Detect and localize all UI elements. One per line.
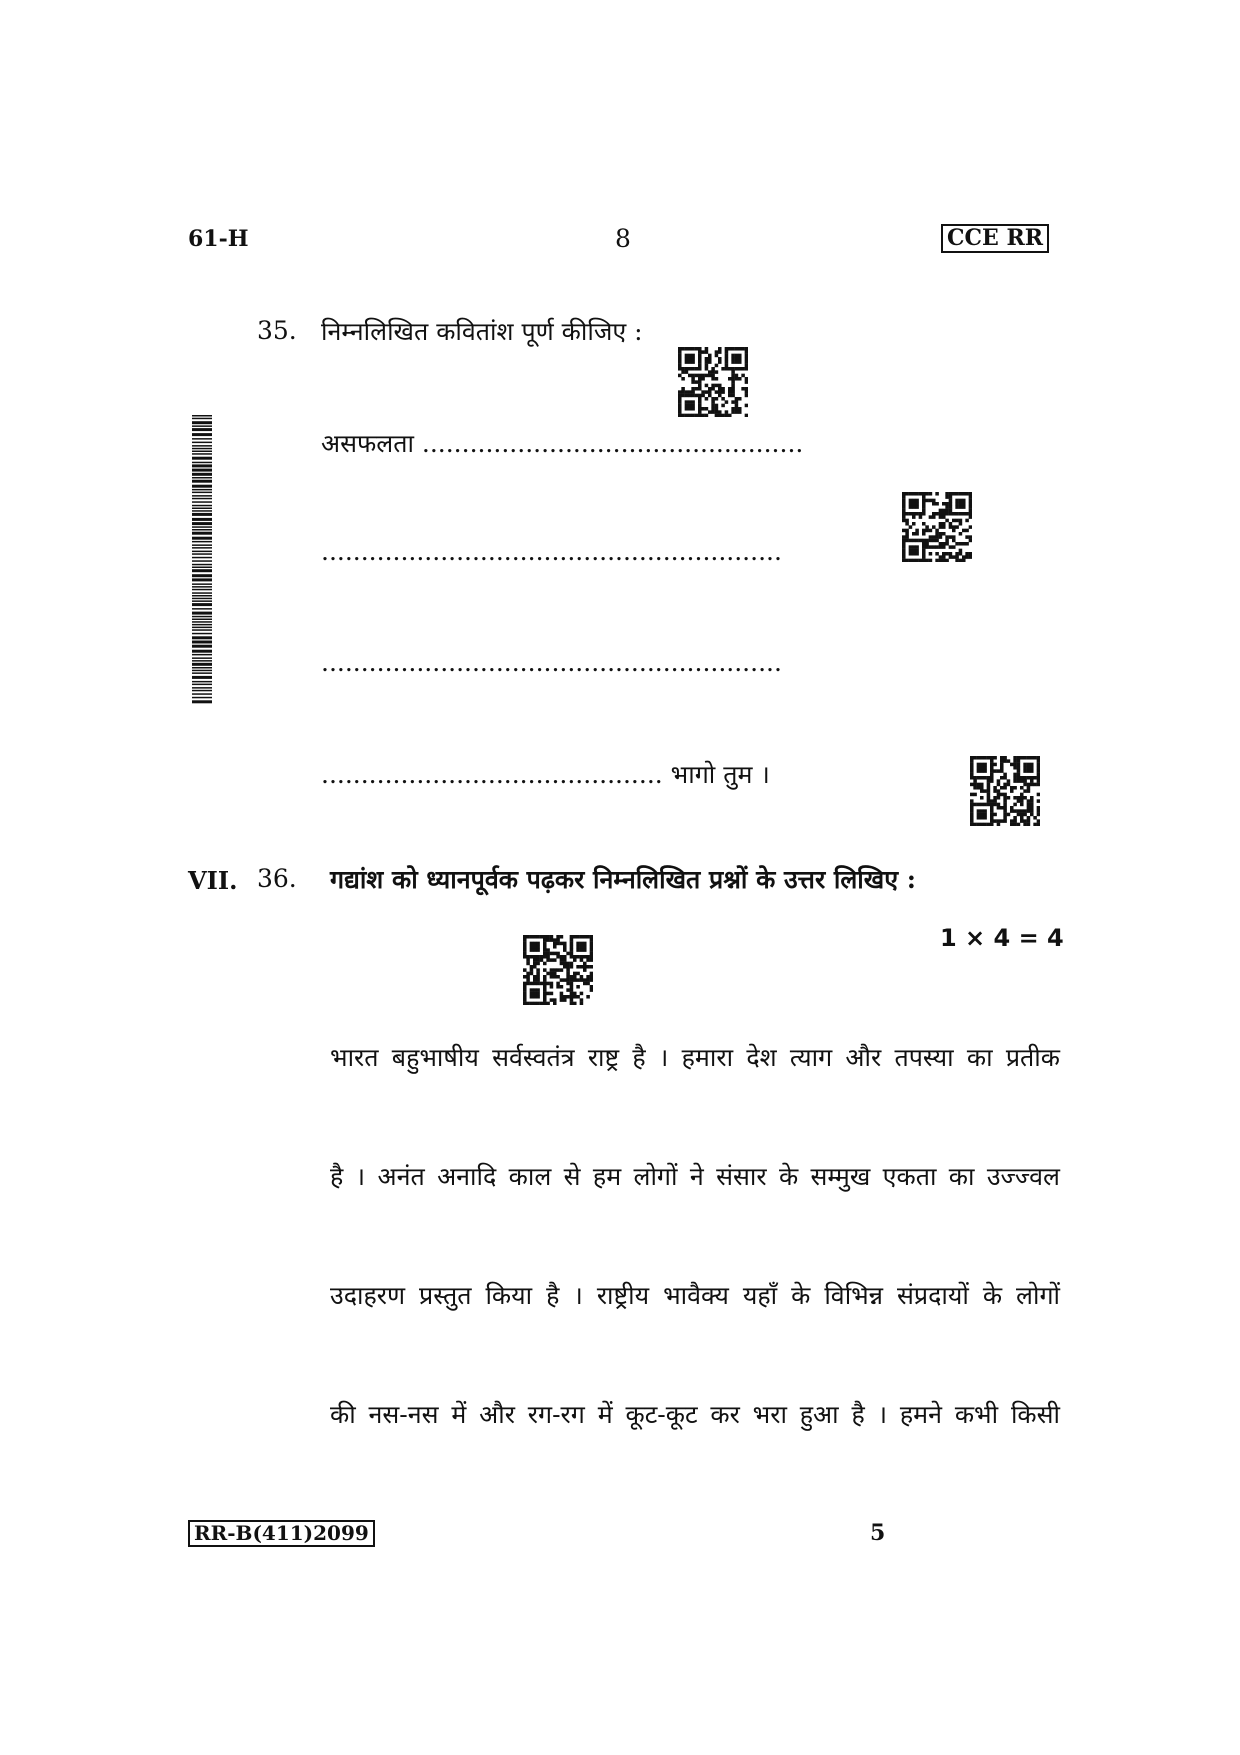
- passage-line: है । अनंत अनादि काल से हम लोगों ने संसार के सम्मुख एकता का उज्ज्वल: [330, 1162, 1060, 1191]
- passage-line: की नस-नस में और रग-रग में कूट-कूट कर भरा हुआ है । हमने कभी किसी: [330, 1400, 1060, 1429]
- question-36-instruction: गद्यांश को ध्यानपूर्वक पढ़कर निम्नलिखित प्रश्नों के उत्तर लिखिए :: [330, 865, 916, 894]
- question-36-number: 36.: [257, 864, 297, 893]
- poem-line-3: ..........................................................: [321, 648, 782, 677]
- question-35-number: 35.: [257, 316, 297, 345]
- section-number: VII.: [188, 866, 238, 895]
- passage-line: भारत बहुभाषीय सर्वस्वतंत्र राष्ट्र है । हमारा देश त्याग और तपस्या का प्रतीक: [330, 1043, 1060, 1072]
- footer-code: RR-B(411)2099: [188, 1520, 375, 1547]
- footer-page-number: 5: [870, 1520, 886, 1546]
- paper-code: 61-H: [188, 226, 249, 252]
- marks-allocation: 1 × 4 = 4: [940, 924, 1064, 952]
- qr-code-icon: [523, 935, 593, 1005]
- barcode: [192, 415, 212, 705]
- qr-code-icon: [902, 492, 972, 562]
- poem-line-1: असफलता ................................................: [321, 429, 804, 458]
- cce-rr-badge: CCE RR: [941, 224, 1049, 253]
- header-page-number: 8: [615, 224, 631, 253]
- qr-code-icon: [970, 756, 1040, 826]
- poem-line-4: ........................................... भागो तुम ।: [321, 760, 770, 789]
- passage-line: उदाहरण प्रस्तुत किया है । राष्ट्रीय भावैक्य यहाँ के विभिन्न संप्रदायों के लोगों: [330, 1281, 1060, 1310]
- question-35-instruction: निम्नलिखित कवितांश पूर्ण कीजिए :: [321, 317, 643, 346]
- poem-line-2: ..........................................................: [321, 537, 782, 566]
- qr-code-icon: [678, 347, 748, 417]
